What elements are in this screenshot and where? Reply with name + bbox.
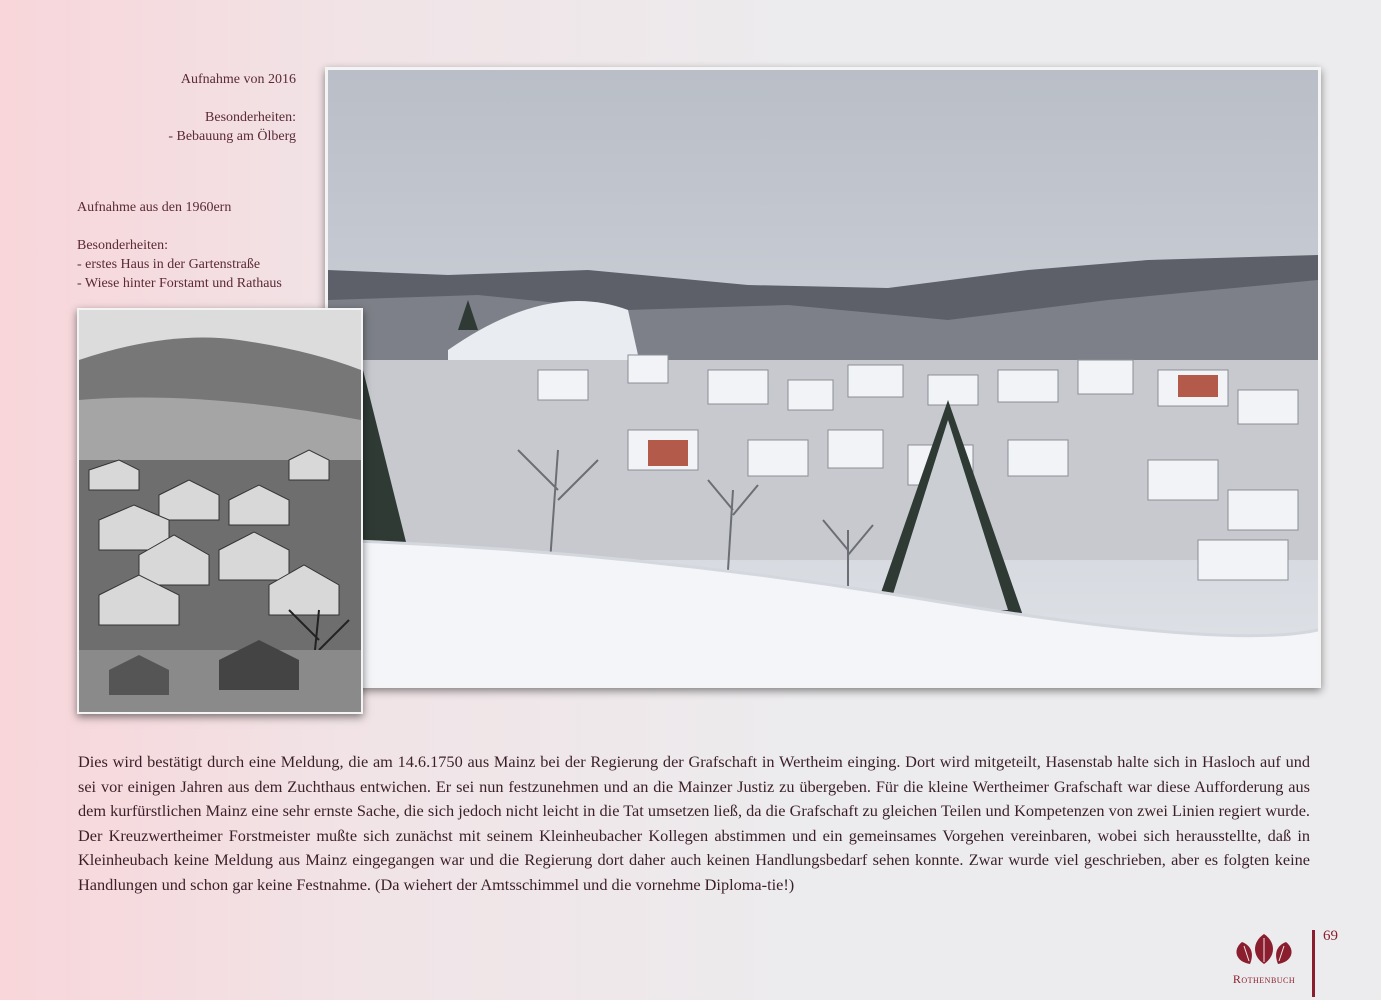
page-number: 69 (1323, 928, 1338, 944)
caption-2016-label: Besonderheiten: (205, 110, 296, 125)
body-paragraph: Dies wird bestätigt durch eine Meldung, die am 14.6.1750 aus Mainz bei der Regierung der Grafschaft in Wertheim einging. Dort wird mitgeteilt, Hasenstab halte sich in Hasloch auf und sei vor einigen Jahren aus dem Zuchthaus entwichen. Er sei nun festzunehmen und an die Mainzer Justiz zu übergeben. Für die kleine Wertheimer Grafschaft war diese Aufforderung aus dem kurfürstlichen Mainz eine sehr ernste Sache, die sich jedoch nicht leicht in die Tat umsetzen ließ, da die Grafschaft zu gleichen Teilen und Kompetenzen von zwei Linien regiert wurde. Der Kreuzwertheimer Forstmeister mußte sich zunächst mit seinem Kleinheubacher Kollegen abstimmen und ein gemeinsames Vorgehen vereinbaren, wobei sich herausstellte, daß in Kleinheubach keine Meldung aus Mainz eingegangen war und die Regierung dort daher auch keinen Handlungsbedarf sehen konnte. Zwar wurde viel geschrieben, aber es folgten keine Handlungen und schon gar keine Festnahme. (Da wiehert der Amtsschimmel und die vornehme Diploma-tie!) (78, 752, 1310, 894)
caption-2016-item: - Bebauung am Ölberg (168, 129, 296, 144)
photo-village-1960s (77, 308, 363, 714)
leaf-logo-icon (1222, 928, 1306, 972)
caption-1960s-item-2: - Wiese hinter Forstamt und Rathaus (77, 276, 282, 291)
caption-2016-title: Aufnahme von 2016 (180, 72, 296, 87)
rothenbuch-logo (1222, 928, 1306, 988)
caption-1960s-label: Besonderheiten: (77, 238, 168, 253)
footer-divider (1312, 930, 1315, 997)
caption-2016 (56, 70, 296, 146)
logo-wordmark: Rothenbuch (1232, 972, 1296, 986)
photo-village-2016 (325, 67, 1321, 688)
caption-1960s-item-1: - erstes Haus in der Gartenstraße (77, 257, 261, 272)
caption-1960s-title: Aufnahme aus den 1960ern (77, 200, 232, 215)
